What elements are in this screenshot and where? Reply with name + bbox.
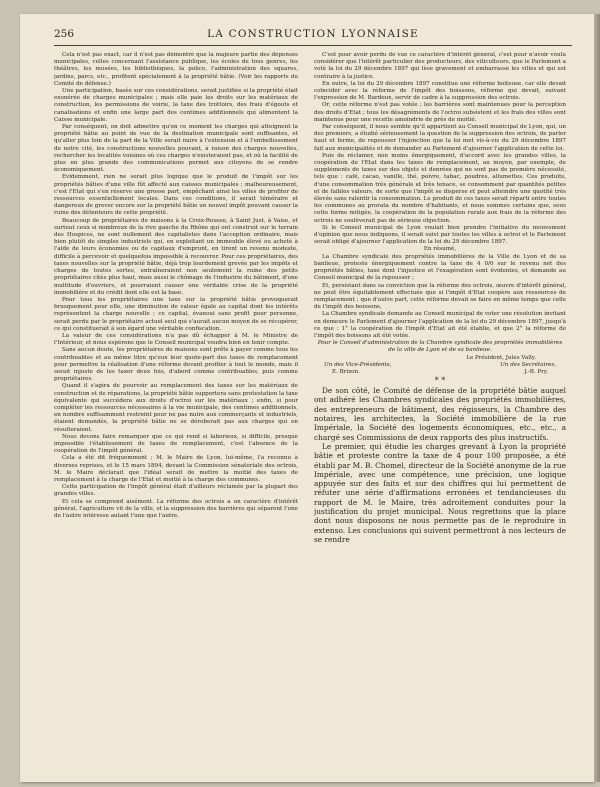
paragraph: C'est pour avoir perdu de vue ce caractère d'intérêt général, c'est pour n'avoir voulu considérer que l'intérêt particulier des producteurs, des viticulteurs, que le Parlement a voté la loi du 29 décembre 1897 qui lèse gravement et embarrasse les villes et qui est contraire à la justice. <box>314 52 566 80</box>
paragraph: La valeur de ces considérations n'a pas dû échapper à M. le Ministre de l'Intérieur, et nous espérons que le Conseil municipal voudra bien en tenir compte. <box>54 332 298 347</box>
vice-president-label: Un des Vice-Présidents, <box>324 361 392 368</box>
signature-president: Le Président, Jules Vally. <box>466 354 536 361</box>
paragraph: Par conséquent, on doit admettre qu'en ce moment les charges qui atteignent la propriété bâtie au point de vue de la destination municipale sont suffisantes, et qu'aller plus loin de la part de la Ville serait nuire à l'extension et à l'embellissement de notre cité, les constructions nouvelles pouvant, à raison des charges nouvelles, rechercher les localités voisines où ces charges n'existeraient pas, et où la facilité de plus en plus grande des communications permet aux citoyens de se rendre économiquement. <box>54 124 298 174</box>
signature-intro: Pour le Conseil d'administration de la Chambre syndicale des propriétés immobilières de la ville de Lyon et de sa banlieue. <box>317 340 563 354</box>
paragraph: De son côté, le Comité de défense de la propriété bâtie auquel ont adhéré les Chambres syndicales des propriétés immobilières, des entrepreneurs de bâtiment, des régisseurs, la Chambre des notaires, les architectes, la Société immobilière de la rue Impériale, la Société des logements économiques, etc., etc., a chargé ses Commissions de deux rapports des plus instructifs. <box>314 386 566 442</box>
paragraph-heading: En résumé, <box>423 246 457 253</box>
paragraph: Puis de réclamer, non moins énergiquement, d'accord avec les grandes villes, la coopération de l'Etat dans les taxes de remplacement, au moyen, par exemple, de suppléments de taxes sur des objets et denrées qui ne sont pas de première nécessité, tels que : café, cacao, vanille, thé, poivre, tabac, poudres, allumettes. Ces produits, d'une consommation très générale et très tenace, se consomment par quantités petites et de faibles valeurs, de sorte que l'impôt se disperse et peut atteindre une quotité très élevée sans ralentir la consommation. Le produit de ces taxes serait réparti entre toutes les communes au prorata du nombre d'habitants, et nous sommes certains que, sous cette forme mitigée, la coopération de la population rurale aux frais de la réforme des octrois ne soulèverait pas de sérieuse objection. <box>314 152 566 224</box>
paragraph: Quand il s'agira de pourvoir au remplacement des taxes sur les matériaux de construction et de réparations, la propriété bâtie supportera sans protestation la taxe équivalente qui succédera aux droits d'octroi sur les matériaux ; enfin, si pour compléter les ressources nécessaires à la vie municipale, des centimes additionnels, en nombre suffisamment restreint pour ne pas nuire aux commerçants et industriels, étaient demandés, la propriété bâtie ne se déroberait pas aux charges qui en résulteraient. <box>54 383 298 433</box>
paragraph: Nous devons faire remarquer que ce qui rend si laborieux, si difficile, presque impossible l'établissement de taxes de remplacement, c'est l'absence de la coopération de l'impôt général. <box>54 433 298 455</box>
vice-president-name: E. Brizon. <box>332 368 360 375</box>
paragraph: Si le Conseil municipal de Lyon voulait bien prendre l'initiative du mouvement d'opinion que nous indiquons, il serait suivi par toutes les villes à octroi et le Parlement serait obligé d'ajourner l'application de la loi du 29 décembre 1897. <box>314 224 566 246</box>
paragraph: Pour tous les propriétaires une taxe sur la propriété bâtie provoquerait brusquement pour elle, une diminution de valeur égale au capital dont les intérêts représentent la charge nouvelle ; ce capital, évanoui sans profit pour personne, serait perdu par le propriétaire actuel seul qui s'aurait aucun moyen de se récupérer, ce qui constituerait à son égard une véritable confiscation. <box>54 296 298 332</box>
section-separator: * * <box>434 376 446 386</box>
paragraph: Et cela se comprend aisément. La réforme des octrois a un caractère d'intérêt général, l'agriculture vit de la ville, et la suppression des barrières qui séparent l'une de l'autre intéresse autant l'une que l'autre. <box>54 498 298 519</box>
paragraph: Cette participation de l'impôt général était d'ailleurs réclamée par la plupart des grandes villes. <box>54 484 298 498</box>
left-column <box>54 52 298 772</box>
paragraph: Sans aucun doute, les propriétaires de maisons sont prêts à payer comme tous les contribuables et au même titre qu'eux leur quote-part des taxes de remplacement pour permettre la réalisation d'une réforme devant profiter à tout le monde, mais il serait injuste de les taxer deux fois, d'abord comme contribuables, puis comme propriétaires. <box>54 347 298 383</box>
paragraph: La Chambre syndicale demande au Conseil municipal de voter une résolution invitant en demeure le Parlement d'ajourner l'application de la loi du 29 décembre 1897, jusqu'à ce que : 1° la coopération de l'impôt d'Etat ait été établie, et que 2° la réforme de l'impôt des boissons ait été votée. <box>314 311 566 339</box>
signature-labels <box>314 362 566 369</box>
page-header <box>54 28 572 46</box>
paragraph: Beaucoup de propriétaires de maisons à la Croix-Rousse, à Saint Just, à Vaise, et surtout ceux si nombreux de la rive gauche du Rhône qui ont construit sur le terrain des Hospices, ne sont nullement des capitalistes dans l'acception ordinaire, mais bien plutôt de simples industriels qui, en exploitant un immeuble élevé ou acheté à l'aide de leurs économies ou de capitaux d'emprunt, en tirent un revenu modeste, difficile à percevoir et quelquefois impossible à recouvrer. Pour ces propriétaires, des taxes nouvelles sur la propriété bâtie, déjà trop lourdement grevée par les impôts et charges de toutes sortes, entraîneraient non seulement la ruine des petits propriétaires cités plus haut, mais aussi le chômage de l'industrie du bâtiment, d'une multitude d'ouvriers, et pourraient causer une véritable crise de la propriété immobilière et du crédit dont elle est la base. <box>54 217 298 296</box>
secretary-name: J.-B. Pry. <box>524 368 548 375</box>
paragraph: En outre, la loi du 29 décembre 1897 constitue une réforme boiteuse, car elle devait coïncider avec la réforme de l'impôt des boissons, réforme qui devait, suivant l'expression de M. Bardoux, servir de cadre à la suppression des octrois. <box>314 80 566 102</box>
right-column <box>314 52 566 772</box>
header-rule <box>54 45 572 46</box>
page-number: 256 <box>54 28 75 40</box>
paragraph: Cela n'est pas exact, car il n'est pas démontré que la majeure partie des dépenses municipales, celles concernant l'assistance publique, les écoles de tous genres, les théâtres, les musées, les bibliothèques, la police, l'administration des squares, jardins, parcs, etc., profitent spécialement à la propriété bâtie. (Voir les rapports du Comité de défense.) <box>54 52 298 87</box>
page-binding-edge <box>594 14 600 782</box>
paragraph: Une participation, basée sur ces considérations, serait justifiée si la propriété était exonérée de charges municipales ; mais elle paie les droits sur les matériaux de construction, les permissions de voirie, la taxe des trottoirs, des frais d'égouts et canalisations et enfin une large part des centimes additionnels qui alimentent la Caisse municipale. <box>54 88 298 123</box>
paragraph: Evidemment, rien ne serait plus logique que le produit de l'impôt sur les propriétés bâties d'une ville fût affecté aux caisses municipales ; malheureusement, c'est l'Etat qui s'en réserve une grosse part, empêchant ainsi les villes de profiter de ressources essentiellement locales. Dans ces conditions, il serait téméraire et dangereux de grever encore sur la propriété bâtie un nouvel impôt pouvant causer la ruine des détenteurs de cette propriété. <box>54 174 298 217</box>
paragraph: Or, cette réforme n'est pas votée ; les barrières sont maintenues pour la perception des droits d'Etat ; tous les désagréments de l'octroi subsistent et les frais des villes sont maintenus pour une recette amoindrie de près de moitié. <box>314 102 566 123</box>
paragraph: Et, persistant dans sa conviction que la réforme des octrois, œuvre d'intérêt général, ne peut être équitablement effectuée que si l'impôt d'Etat coopère aux ressources de remplacement ; que d'autre part, cette réforme devait se faire en même temps que celle de l'impôt des boissons, <box>314 282 566 311</box>
paragraph: La Chambre syndicale des propriétés immobilières de la Ville de Lyon et de sa banlieue, proteste énergiquement contre la taxe de 4 0/0 sur le revenu net des propriétés bâties, taxe dont l'injustice et l'exagération sont évidentes, et demande au Conseil municipal de la repousser ; <box>314 253 566 282</box>
paragraph: Par conséquent, il nous semble qu'il appartient au Conseil municipal de Lyon, qui, un des premiers, a étudié sérieusement la question de la suppression des octrois, de parler haut et ferme, de repousser l'injonction que la loi met vis-à-vis du 29 décembre 1897 fait aux municipalités et de demander au Parlement d'ajourner l'application de cette loi. <box>314 124 566 152</box>
journal-title: LA CONSTRUCTION LYONNAISE <box>207 28 419 40</box>
paragraph: Cela a été dit fréquemment ; M. le Maire de Lyon, lui-même, l'a reconnu à diverses reprises, et le 15 mars 1894, devant la Commission sénatoriale des octrois, M. le Maire déclarait que l'idéal serait de mettre la moitié des taxes de remplacement à la charge de l'Etat et moitié à la charge des communes. <box>54 455 298 483</box>
secretary-label: Un des Secrétaires, <box>500 361 556 368</box>
signature-names <box>314 369 566 376</box>
paragraph: Le premier, qui étudie les charges grevant à Lyon la propriété bâtie et proteste contre la taxe de 4 pour 100 proposée, a été établi par M. B. Chomel, directeur de la Société anonyme de la rue Impériale, avec une compétence, une précision, une logique appuyée sur des faits et sur des chiffres qui lui permettent de réfuter une série d'affirmations erronées et tendancieuses du rapport de M. le Maire, très adroitement conduites pour la justification du projet municipal. Nous regrettons que la place dont nous disposons ne nous permette pas de le reproduire in extenso. Les conclusions qui suivent permettront à nos lecteurs de se rendre <box>314 441 566 544</box>
